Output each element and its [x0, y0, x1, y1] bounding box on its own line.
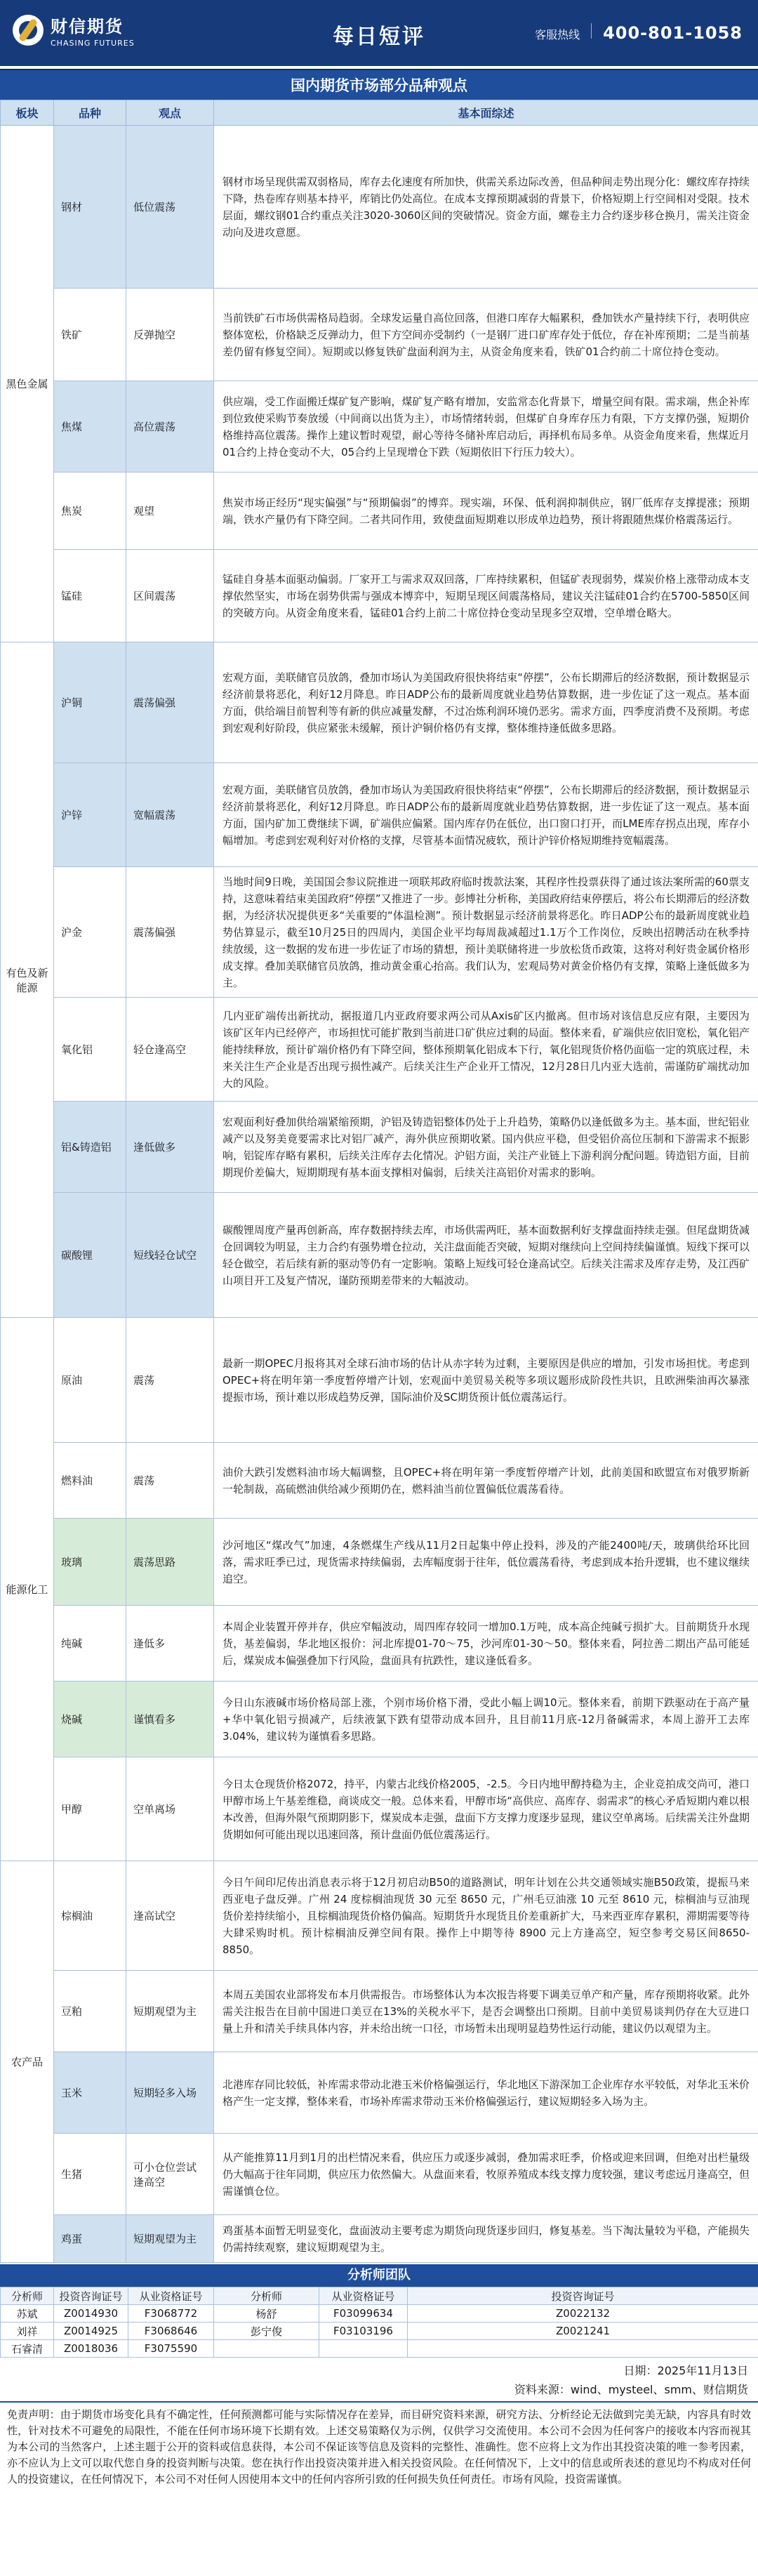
fundamental-summary-cell: 锰硅自身基本面驱动偏弱。厂家开工与需求双双回落，厂库持续累积，但锰矿表现弱势，煤炭价格上涨带动成本支撑依然坚实，市场在弱势供需与强成本博弈中，短期呈现区间震荡格局，建议关注锰硅01合约在5700-5850区间的突破方向。从资金角度来看，锰硅01合约上前二十席位持仓变动呈现多空双增，空单增仓略大。 [214, 550, 758, 642]
view-cell: 震荡 [126, 1443, 214, 1519]
header-bar [0, 0, 758, 66]
team-cell [214, 2340, 319, 2358]
table-row [1, 1443, 758, 1519]
team-cell: F03099634 [319, 2305, 408, 2323]
hotline-label: 客服热线 [535, 28, 580, 41]
team-row [1, 2323, 758, 2340]
table-row [1, 1971, 758, 2052]
table-row [1, 289, 758, 381]
fundamental-summary-cell: 从产能推算11月到1月的出栏情况来看，供应压力或逐步减弱，叠加需求旺季，价格或迎来回调，但绝对出栏量级仍大幅高于往年同期，供应压力依然偏大。从盘面来看，牧原养殖成本线支撑力度较强，建议考虑远月逢高空，但需谨慎仓位。 [214, 2134, 758, 2215]
table-row [1, 1519, 758, 1606]
hotline-number[interactable]: 400-801-1058 [603, 23, 743, 43]
fundamental-summary-cell: 本周五美国农业部将发布本月供需报告。市场整体认为本次报告将要下调美豆单产和产量，库存预期将收紧。此外需关注报告在目前中国进口美豆在13%的关税水平下，是否会调整出口预期。目前中美贸易谈判仍存在大豆进口量上升和清关手续具体内容，并未给出统一口径，市场暂未出现明显趋势性运行动能，建议仍以观望为主。 [214, 1971, 758, 2052]
table-row [1, 473, 758, 550]
variety-cell: 玻璃 [54, 1519, 126, 1606]
header-variety: 品种 [54, 100, 126, 126]
variety-cell: 豆粕 [54, 1971, 126, 2052]
view-cell: 低位震荡 [126, 126, 214, 289]
team-header-cell: 投资咨询证号 [54, 2287, 128, 2305]
team-cell: Z0018036 [54, 2340, 128, 2358]
view-cell: 逢低做多 [126, 1102, 214, 1193]
variety-cell: 铝&铸造铝 [54, 1102, 126, 1193]
commodity-views-table [0, 100, 758, 2263]
variety-cell: 氧化铝 [54, 998, 126, 1102]
variety-cell: 鸡蛋 [54, 2215, 126, 2263]
sector-cell: 农产品 [1, 1861, 54, 2263]
fundamental-summary-cell: 宏观方面，美联储官员放鸽，叠加市场认为美国政府很快将结束“停摆”，公布长期滞后的经济数据，预计数据显示经济前景将恶化，利好12月降息。昨日ADP公布的最新周度就业趋势估算数据，进一步佐证了这一观点。基本面方面，供给端目前智利等有新的供应减量发酵，不过冶炼利润环境仍恶劣。需求方面，四季度消费不及预期。考虑到宏观利好阶段，供应紧张未缓解，预计沪铜价格仍有支撑，整体维持逢低做多思路。 [214, 642, 758, 763]
fundamental-summary-cell: 供应端，受工作面搬迁煤矿复产影响，煤矿复产略有增加，安监常态化背景下，增量空间有限。需求端，焦企补库到位致使采购节奏放缓（中间商以出货为主），市场情绪转弱，但煤矿自身库存压力有限，下方支撑仍强，短期价格维持高位震荡。操作上建议暂时观望，耐心等待冬储补库启动后，再择机布局多单。从资金角度来看，焦煤近月01合约上持仓变动不大，05合约上呈现增仓下跌（短期依旧下行压力较大）。 [214, 381, 758, 473]
table-row [1, 2052, 758, 2134]
team-header-cell: 从业资格证号 [319, 2287, 408, 2305]
team-cell: Z0014925 [54, 2323, 128, 2340]
report-date: 日期：2025年11月13日 [623, 2364, 748, 2377]
view-cell: 震荡 [126, 1318, 214, 1443]
team-row [1, 2340, 758, 2358]
variety-cell: 烧碱 [54, 1682, 126, 1757]
header-view: 观点 [126, 100, 214, 126]
company-name-english: CHASING FUTURES [51, 39, 135, 48]
analyst-team-title: 分析师团队 [0, 2264, 758, 2287]
fundamental-summary-cell: 今日山东液碱市场价格局部上涨，个别市场价格下滑，受此小幅上调10元。整体来看，前期下跌驱动在于高产量+华中氧化铝亏损减产，后续液氯下跌有望带动成本回升，且目前11月底-12月备碱需求，本周上游开工去库3.04%，建议转为谨慎看多思路。 [214, 1682, 758, 1757]
team-header-cell: 投资咨询证号 [408, 2287, 758, 2305]
view-cell: 可小仓位尝试逢高空 [126, 2134, 214, 2215]
view-cell: 短期观望为主 [126, 1971, 214, 2052]
variety-cell: 钢材 [54, 126, 126, 289]
variety-cell: 碳酸锂 [54, 1193, 126, 1318]
table-row [1, 2134, 758, 2215]
fundamental-summary-cell: 焦炭市场正经历“现实偏强”与“预期偏弱”的博弈。现实端，环保、低利润抑制供应，钢厂低库存支撑提涨；预期端，铁水产量仍有下降空间。二者共同作用，致使盘面短期难以形成单边趋势，预计将跟随焦煤价格震荡运行。 [214, 473, 758, 550]
team-cell: Z0022132 [408, 2305, 758, 2323]
table-row [1, 1861, 758, 1971]
variety-cell: 沪铜 [54, 642, 126, 763]
view-cell: 短期轻多入场 [126, 2052, 214, 2134]
team-header-row [1, 2287, 758, 2305]
table-row [1, 642, 758, 763]
customer-hotline [535, 23, 743, 43]
data-source: 资料来源：wind、mysteel、smm、财信期货 [0, 2379, 758, 2403]
variety-cell: 焦煤 [54, 381, 126, 473]
page-title: 每日短评 [333, 25, 425, 49]
view-cell: 短期观望为主 [126, 2215, 214, 2263]
fundamental-summary-cell: 鸡蛋基本面暂无明显变化，盘面波动主要考虑为期货向现货逐步回归，修复基差。当下淘汰量较为平稳，产能损失仍需持续观察，建议短期观望为主。 [214, 2215, 758, 2263]
fundamental-summary-cell: 钢材市场呈现供需双弱格局，库存去化速度有所加快，供需关系边际改善，但品种间走势出现分化：螺纹库存持续下降，热卷库存则基本持平，库销比仍处高位。在成本支撑预期减弱的背景下，价格短期上行空间相对受限。技术层面，螺纹钢01合约重点关注3020-3060区间的突破情况。资金方面，螺卷主力合约逐步移仓换月，需关注资金动向及进攻意愿。 [214, 126, 758, 289]
table-row [1, 1606, 758, 1682]
team-cell: Z0014930 [54, 2305, 128, 2323]
fundamental-summary-cell: 今日午间印尼传出消息表示将于12月初启动B50的道路测试，明年计划在公共交通领域实施B50政策，提振马来西亚电子盘反弹。广州 24 度棕榈油现货 30 元至 8650 元，广州毛豆油涨 10 元至 8610 元，棕榈油与豆油现货价差持续缩小，且棕榈油现货价格仍偏高。短期货升水现货且价差重新扩大，马来西亚库存累积，滞期需要等待大肆采购时机。预计棕榈油反弹空间有限。操作上中期等待 8900 元上方逢高空，短空参考交易区间8650-8850。 [214, 1861, 758, 1971]
table-row [1, 2215, 758, 2263]
hotline-divider [591, 23, 592, 39]
variety-cell: 棕榈油 [54, 1861, 126, 1971]
variety-cell: 沪锌 [54, 763, 126, 867]
fundamental-summary-cell: 最新一期OPEC月报将其对全球石油市场的估计从赤字转为过剩，主要原因是供应的增加，引发市场担忧。考虑到OPEC+将在明年第一季度暂停增产计划，宏观面中美贸易关税等多项议题形成阶段性共识，且欧洲柴油再次暴涨提振市场，预计难以形成趋势反弹，国际油价及SC期货预计低位震荡运行。 [214, 1318, 758, 1443]
variety-cell: 焦炭 [54, 473, 126, 550]
team-cell: F3075590 [128, 2340, 214, 2358]
header-sector: 板块 [1, 100, 54, 126]
view-cell: 逢高试空 [126, 1861, 214, 1971]
fundamental-summary-cell: 当前铁矿石市场供需格局趋弱。全球发运量自高位回落，但港口库存大幅累积，叠加铁水产量持续下行，表明供应整体宽松，价格缺乏反弹动力，但下方空间亦受制约（一是钢厂进口矿库存处于低位，存在补库预期；二是当前基差仍留有修复空间）。短期或以修复铁矿盘面利润为主，从资金角度来看，铁矿01合约前二十席位持仓变动。 [214, 289, 758, 381]
sector-cell: 黑色金属 [1, 126, 54, 642]
table-row [1, 1682, 758, 1757]
variety-cell: 铁矿 [54, 289, 126, 381]
view-cell: 区间震荡 [126, 550, 214, 642]
team-cell: 苏斌 [1, 2305, 54, 2323]
table-row [1, 1193, 758, 1318]
team-row [1, 2305, 758, 2323]
view-cell: 谨慎看多 [126, 1682, 214, 1757]
team-header-cell: 分析师 [1, 2287, 54, 2305]
variety-cell: 沪金 [54, 867, 126, 998]
view-cell: 空单离场 [126, 1757, 214, 1861]
team-header-cell: 从业资格证号 [128, 2287, 214, 2305]
disclaimer-text: 免责声明：由于期货市场变化具有不确定性，任何预测都可能与实际情况存在差异，而目研究资料来源，研究方法、分析经论无法做到完美无缺，内容具有时效性，针对技术不可避免的局限性，不能在任何市场环境下长期有效。上述交易策略仅为示例，仅供学习交流使用。本公司不会因为任何客户的接收本内容而视其为本公司的当然客户，上述主题于公开的资料或信息获得，本公司不保证该等信息及资料的完整性、准确性。您不应将上文为作出其投资决策的唯一参考因素，亦不应认为上文可以取代您自身的投资判断与决策。您在执行作出投资决策并进入相关投资风险。在任何情况下，上文中的信息或所表述的意见均不构成对任何人的投资建议，在任何情况下，本公司不对任何人因使用本文中的任何内容所引致的任何损失负任何责任。市场有风险，投资需谨慎。 [7, 2408, 751, 2485]
table-row [1, 763, 758, 867]
table-row [1, 126, 758, 289]
view-cell: 震荡偏强 [126, 867, 214, 998]
fundamental-summary-cell: 本周企业装置开停并存，供应窄幅波动，周四库存较同一增加0.1万吨，成本高企纯碱亏损扩大。目前期货升水现货，基差偏弱，华北地区报价：河北库提01-70～75，沙河库01-30～50。整体来看，阿拉善二期出产品可能延后，煤炭成本偏强叠加下行风险，盘面具有抗跌性，建议逢低看多。 [214, 1606, 758, 1682]
view-cell: 观望 [126, 473, 214, 550]
fundamental-summary-cell: 油价大跌引发燃料油市场大幅调整，且OPEC+将在明年第一季度暂停增产计划，此前美国和欧盟宣布对俄罗斯新一轮制裁，高硫燃油供给减少预期仍在，燃料油当前位置偏低位震荡看待。 [214, 1443, 758, 1519]
view-cell: 逢低多 [126, 1606, 214, 1682]
team-cell [408, 2340, 758, 2358]
sector-cell: 能源化工 [1, 1318, 54, 1861]
variety-cell: 原油 [54, 1318, 126, 1443]
variety-cell: 生猪 [54, 2134, 126, 2215]
team-cell: F3068646 [128, 2323, 214, 2340]
table-row [1, 1318, 758, 1443]
table-row [1, 550, 758, 642]
sector-cell: 有色及新能源 [1, 642, 54, 1318]
section-title: 国内期货市场部分品种观点 [0, 69, 758, 100]
view-cell: 反弹抛空 [126, 289, 214, 381]
team-cell: F03103196 [319, 2323, 408, 2340]
team-cell: F3068772 [128, 2305, 214, 2323]
fundamental-summary-cell: 沙河地区“煤改气”加速，4条燃煤生产线从11月2日起集中停止投料，涉及的产能2400吨/天，玻璃供给环比回落，需求旺季已过，现货需求持续偏弱，去库幅度弱于往年，低位震荡看待，考虑到成本抬升逻辑，也不建议继续追空。 [214, 1519, 758, 1606]
table-header-row [1, 100, 758, 126]
view-cell: 轻仓逢高空 [126, 998, 214, 1102]
fundamental-summary-cell: 碳酸锂周度产量再创新高，库存数据持续去库，市场供需两旺，基本面数据利好支撑盘面持续走强。但尾盘期货减仓回调较为明显，主力合约有强势增仓拉动，关注盘面能否突破，短期对继续向上空间持续偏谨慎。短线下探可以轻仓做空，若后续有新的驱动等仍有一定影响。策略上短线可轻仓逢高试空。后续关注需求及库存走势，及江西矿山项目开工及复产情况，谨防预期差带来的大幅波动。 [214, 1193, 758, 1318]
team-cell: 彭宁俊 [214, 2323, 319, 2340]
view-cell: 宽幅震荡 [126, 763, 214, 867]
team-cell: Z0021241 [408, 2323, 758, 2340]
table-row [1, 998, 758, 1102]
variety-cell: 玉米 [54, 2052, 126, 2134]
variety-cell: 锰硅 [54, 550, 126, 642]
variety-cell: 纯碱 [54, 1606, 126, 1682]
company-name: 财信期货 [51, 17, 124, 37]
table-row [1, 867, 758, 998]
team-cell: 刘祥 [1, 2323, 54, 2340]
table-row [1, 381, 758, 473]
variety-cell: 甲醇 [54, 1757, 126, 1861]
view-cell: 高位震荡 [126, 381, 214, 473]
header-content: 基本面综述 [214, 100, 758, 126]
fundamental-summary-cell: 北港库存同比较低，补库需求带动北港玉米价格偏强运行，华北地区下游深加工企业库存水平较低，对华北玉米价格产生一定支撑，整体来看，市场补库需求带动玉米价格偏强运行，建议短期轻多入场为主。 [214, 2052, 758, 2134]
fundamental-summary-cell: 今日太仓现货价格2072，持平，内蒙古北线价格2005，-2.5。今日内地甲醇持稳为主，企业竞拍成交尚可，港口甲醇市场上午基差维稳，商谈成交一般。总体来看，甲醇市场“高供应、高库存、弱需求”的核心矛盾短期内难以根本改善，但海外限气预期阴影下，煤炭成本走强，盘面下方支撑力度逐步显现，建议空单离场。后续需关注外盘期货期如何可能出现以迅速回落，预计盘面仍低位震荡运行。 [214, 1757, 758, 1861]
team-header-cell: 分析师 [214, 2287, 319, 2305]
view-cell: 短线轻仓试空 [126, 1193, 214, 1318]
fundamental-summary-cell: 宏观方面，美联储官员放鸽，叠加市场认为美国政府很快将结束“停摆”，公布长期滞后的经济数据，预计数据显示经济前景将恶化，利好12月降息。昨日ADP公布的最新周度就业趋势估算数据，进一步佐证了这一观点。基本面方面，国内矿加工费继续下调，矿端供应偏紧。国内库存仍在低位，出口窗口打开，而LME库存拐点出现，库存小幅增加。考虑到宏观利好对价格的支撑，尽管基本面情况疲软，预计沪锌价格短期维持宽幅震荡。 [214, 763, 758, 867]
analyst-team-table [0, 2287, 758, 2358]
fundamental-summary-cell: 宏观面利好叠加供给端紧缩预期，沪铝及铸造铝整体仍处于上升趋势，策略仍以逢低做多为主。基本面，世纪铝业减产以及努美竟要需求比对铝厂减产，海外供应预期收紧。国内供应平稳，但受铝价高位压制和下游需求不振影响，铝锭库存略有累积，后续关注库存去化情况。沪铝方面，关注产业链上下游利润分配问题。铸造铝方面，目前期现价差偏大，短期期现有基本面支撑相对偏弱，后续关注高铝价对需求的影响。 [214, 1102, 758, 1193]
team-cell: 石睿清 [1, 2340, 54, 2358]
table-row [1, 1757, 758, 1861]
view-cell: 震荡思路 [126, 1519, 214, 1606]
fundamental-summary-cell: 当地时间9日晚，美国国会参议院推进一项联邦政府临时拨款法案，其程序性投票获得了通过该法案所需的60票支持，这意味着结束美国政府“停摆”又推进了一步。彭博社分析称，美国政府结束停摆后，将公布长期滞后的经济数据，为经济状况提供更多“关重要的“体温检测”。预计数据显示经济前景将恶化。昨日ADP公布的最新周度就业趋势估算显示，截至10月25日的四周内，美国企业平均每周裁减超过1.1万个工作岗位，反映出招聘活动在秋季持续放缓，这一数据的发布进一步佐证了市场的猜想，预计美联储将进一步放松货币政策，这将对利好贵金属价格形成支撑。叠加美联储官员放鸽，推动黄金重心抬高。我们认为，宏观局势对黄金价格仍有支撑，策略上逢低做多为主。 [214, 867, 758, 998]
team-cell: 杨舒 [214, 2305, 319, 2323]
table-row [1, 1102, 758, 1193]
team-cell [319, 2340, 408, 2358]
variety-cell: 燃料油 [54, 1443, 126, 1519]
view-cell: 震荡偏强 [126, 642, 214, 763]
fundamental-summary-cell: 几内亚矿端传出新扰动，据报道几内亚政府要求两公司从Axis矿区内撤离。但市场对该信息反应有限，主要因为该矿区年内已经停产，市场担忧可能扩散到当前进口矿供应过剩的局面。整体来看，矿端供应依旧宽松，氧化铝产能持续释放，预计矿端价格仍有下降空间，整体预期氧化铝成本下行，氧化铝现货价格仍面临一定的筑底过程，未来关注生产企业是否出现亏损性减产。后续关注生产企业开工情况，12月28日几内亚大选前，需谨防矿端扰动加大的风险。 [214, 998, 758, 1102]
